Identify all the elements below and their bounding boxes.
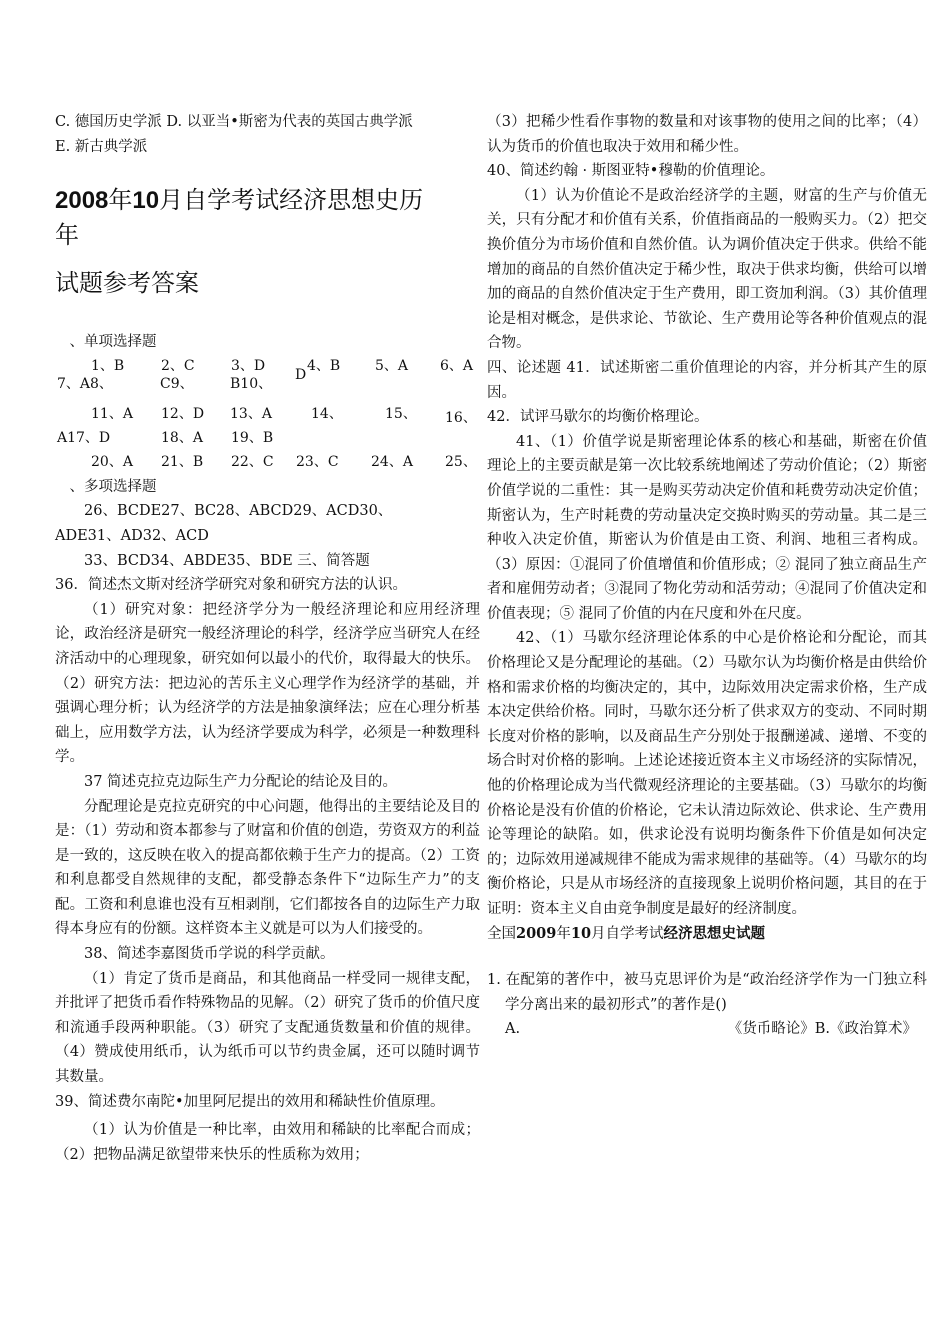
title-rest: 月自学考试经济思想史历 [159, 186, 424, 215]
answer-item: 22、C [231, 453, 274, 470]
answer-item: 18、A [161, 429, 203, 446]
answer-item: 16、 [445, 409, 477, 426]
heading-year-suffix: 年 [556, 925, 571, 942]
multi-answers-2: ADE31、AD32、ACD [55, 527, 209, 544]
question-40: 40、简述约翰 · 斯图亚特•穆勒的价值理论。 [487, 163, 775, 180]
option-line-cd: C. 德国历史学派 D. 以亚当•斯密为代表的英国古典学派 [55, 114, 413, 130]
answer-41: 41、（1）价值学说是斯密理论体系的核心和基础，斯密在价值理论上的主要贡献是第一次比较系统地阐述了劳动价值论；（2）斯密价值学说的二重性：其一是购买劳动决定价值和耗费劳动决定价值；斯密认为，生产时耗费的劳动量决定交换时购买的劳动量。其二是三种收入决定价值，斯密认为价值是由工资、利润、地租三者构成。（3）原因：①混同了价值增值和价值形成；② 混同了独立商品生产者和雇佣劳动者；③混同了物化劳动和活劳动；④混同了价值决定和价值表现；⑤ 混同了价值的内在尺度和外在尺度。 [487, 433, 927, 622]
answer-item: 12、D [161, 405, 205, 422]
answer-item: 11、A [91, 405, 133, 422]
answer-item: 15、 [385, 405, 417, 422]
document-subtitle: 试题参考答案 [55, 269, 199, 298]
left-column [55, 110, 480, 1167]
answer-item: 23、C [296, 453, 339, 470]
multi-answers-1: 26、BCDE27、BC28、ABCD29、ACD30、 [84, 503, 393, 520]
answer-item: 2、C [161, 357, 195, 374]
answer-row-5 [55, 451, 480, 475]
answer-row-3 [55, 403, 480, 427]
answer-item: 14、 [311, 405, 343, 422]
option-a-label: A. [505, 1021, 521, 1038]
answer-42: 42、（1）马歇尔经济理论体系的中心是价格论和分配论，而其价格理论又是分配理论的基础。（2）马歇尔认为均衡价格是由供给价格和需求价格的均衡决定的，其中，边际效用决定需求价格，生产成本决定供给价格。同时，马歇尔还分析了供求双方的变动、不同时期长度对价格的影响，以及商品生产分别处于报酬递减、递增、不变的场合时对价格的影响。上述论述接近资本主义市场经济的实际情况，他的价格理论成为当代微观经济理论的主要基础。（3）马歇尔的均衡价格论是没有价值的价格论，它未认清边际效论、供求论、生产费用论等理论的缺陷。如，供求论没有说明均衡条件下价值是如何决定的；边际效用递减规律不能成为需求规律的基础等。（4）马歇尔的均衡价格论，只是从市场经济的直接现象上说明价格问题，其目的在于证明：资本主义自由竞争制度是最好的经济制度。 [487, 630, 927, 917]
answer-39: （1）认为价值是一种比率，由效用和稀缺的比率配合而成；（2）把物品满足欲望带来快乐的性质称为效用； [55, 1122, 480, 1163]
section-single-choice: 、单项选择题 [69, 334, 157, 351]
title-year-suffix: 年 [108, 186, 133, 215]
answer-40: （1）认为价值论不是政治经济学的主题，财富的生产与价值无关，只有分配才和价值有关系，价值指商品的一般购买力。（2）把交换价值分为市场价值和自然价值。认为调价值决定于供求。供给不能增加的商品的自然价值决定于稀少性，取决于供求均衡，供给可以增加的商品的自然价值决定于生产费用，即工资加利润。（3）其价值理论是相对概念，是供求论、节欲论、生产费用论等各种价值观点的混合物。 [487, 187, 927, 352]
answer-item: 3、D [231, 357, 266, 374]
question-38: 38、简述李嘉图货币学说的科学贡献。 [84, 946, 335, 963]
answer-item: 19、B [231, 429, 274, 446]
answer-item: 25、 [445, 453, 477, 470]
answer-37: 分配理论是克拉克研究的中心问题，他得出的主要结论及目的是：（1）劳动和资本都参与了财富和价值的创造，劳资双方的利益是一致的，这反映在收入的提高都依赖于生产力的提高。（2）工资和利息都受自然规律的支配，都受静态条件下“边际生产力”的支配。工资和利息谁也没有互相剥削，它们都按各自的边际生产力取得本身应有的份额。这样资本主义就是可以为人们接受的。 [55, 798, 480, 938]
section-multi-choice: 、多项选择题 [69, 478, 157, 495]
title-line2: 年 [55, 221, 79, 250]
answer-item: 20、A [91, 453, 133, 470]
title-month: 10 [132, 187, 160, 215]
heading-subject: 经济思想史试题 [663, 924, 766, 942]
question-1: 1. 在配第的著作中，被马克思评价为是“政治经济学作为一门独立科学分离出来的最初形式”的著作是() [487, 972, 927, 1013]
title-year: 2008 [55, 187, 109, 215]
answer-item: B10、 [230, 375, 273, 392]
document-title [55, 183, 480, 252]
answer-item: A17、D [57, 429, 111, 446]
option-line-e: E. 新古典学派 [55, 138, 148, 155]
answer-item: 6、A [440, 357, 474, 374]
answer-item: 5、A [375, 357, 409, 374]
question-1-options [487, 1017, 927, 1042]
answer-item: 21、B [161, 453, 204, 470]
answer-item: C9、 [160, 375, 194, 392]
question-36: 36．简述杰文斯对经济学研究对象和研究方法的认识。 [55, 577, 407, 594]
heading-prefix: 全国 [487, 925, 516, 942]
answer-item: 1、B [91, 357, 125, 374]
question-41: 四、论述题 41．试述斯密二重价值理论的内容，并分析其产生的原因。 [487, 359, 927, 401]
heading-month: 10 [570, 924, 592, 942]
question-39: 39、简述费尔南陀•加里阿尼提出的效用和稀缺性价值原理。 [55, 1093, 445, 1110]
answer-row-2 [55, 366, 480, 397]
right-column [487, 110, 927, 1042]
multi-answers-3: 33、BCD34、ABDE35、BDE 三、简答题 [84, 552, 370, 569]
heading-year: 2009 [516, 924, 557, 942]
answer-39-continued: （3）把稀少性看作事物的数量和对该事物的使用之间的比率；（4）认为货币的价值也取决于效用和稀少性。 [487, 114, 927, 155]
question-37: 37 简述克拉克边际生产力分配论的结论及目的。 [84, 773, 398, 790]
answer-36: （1）研究对象：把经济学分为一般经济理论和应用经济理论，政治经济是研究一般经济理论的科学，经济学应当研究人在经济活动中的心理现象，研究如何以最小的代价，取得最大的快乐。（2）研究方法：把边沁的苦乐主义心理学作为经济学的基础，并强调心理分析；认为经济学的方法是抽象演绎法；应在心理分析基础上，应用数学方法，认为经济学要成为科学，必须是一种数理科学。 [55, 601, 480, 766]
question-42: 42．试评马歇尔的均衡价格理论。 [487, 409, 709, 426]
exam-heading-2009 [487, 922, 927, 947]
answer-item: 24、A [371, 453, 413, 470]
answer-item: 7、A8、 [57, 375, 113, 392]
answer-38: （1）肯定了货币是商品，和其他商品一样受同一规律支配，并批评了把货币看作特殊物品的见解。（2）研究了货币的价值尺度和流通手段两种职能。（3）研究了支配通货数量和价值的规律。（4）赞成使用纸币，认为纸币可以节约贵金属，还可以随时调节其数量。 [55, 970, 480, 1086]
answer-item: D [295, 366, 307, 383]
heading-middle: 月自学考试 [591, 925, 664, 942]
answer-row-4 [55, 427, 480, 451]
answer-item: 13、A [230, 405, 272, 422]
answer-item: 4、B [307, 357, 341, 374]
option-ab-text: 《货币略论》B.《政治算术》 [727, 1021, 917, 1038]
